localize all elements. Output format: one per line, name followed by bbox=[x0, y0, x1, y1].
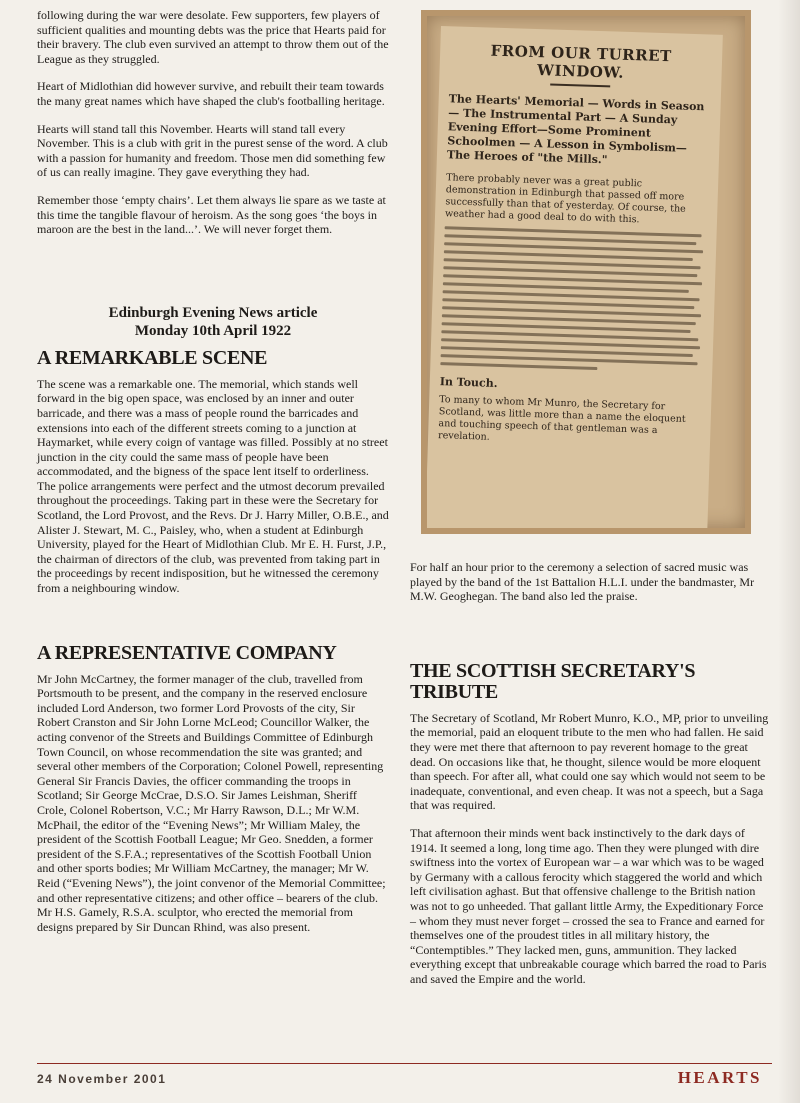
clipping-text-line bbox=[440, 362, 597, 370]
clipping-body-text: There probably never was a great public demonstration in Edinburgh that passed off more successfully than that of yesterday. Of course, the weather had a good deal to do with this. bbox=[444, 172, 686, 226]
clipping-subheading: The Hearts' Memorial — Words in Season — The Instrumental Part — A Sunday Evening Effort—Some Prominent Schoolmen — A Lesson in Symbolism—The Heroes of "the Mills." bbox=[446, 92, 705, 167]
article-heading-date: Monday 10th April 1922 bbox=[134, 322, 292, 339]
intro-paragraph-4: Remember those ‘empty chairs’. Let them always lie spare as we taste at this time the tangible flavour of heroism. As the song goes ‘the boys in maroon are the best in the land...’. We will never forget them. bbox=[37, 192, 386, 237]
section-title-remarkable-scene: A REMARKABLE SCENE bbox=[37, 346, 268, 369]
clipping-paper bbox=[425, 26, 723, 534]
article-heading-source: Edinburgh Evening News article bbox=[108, 304, 318, 321]
footer-divider bbox=[37, 1063, 772, 1064]
tribute-paragraph-2: That afternoon their minds went back instinctively to the dark days of 1914. It seemed a long, long time ago. Then they were plunged with dire swiftness into the vortex of European war – a war which was to be waged by Germany with a callous ferocity which staggered the world and which left civilisation aghast. But that offensive challenge to the British nation was not to go unheeded. That gallant little Army, the Expeditionary Force – whom they must never forget – crossed the sea to France and earned for themselves one of the proudest titles in all military history, the “Contemptibles.” They lacked men, guns, ammunition. They lacked everything except that unbreakable courage which barred the road to Paris and saved the Empire and the world. bbox=[410, 825, 767, 986]
clipping-section-title: In Touch. bbox=[439, 375, 498, 390]
intro-paragraph-3: Hearts will stand tall this November. Hearts will stand tall every November. This is a club with grit in the purest sense of the word. A club with a passion for humanity and freedom. Those men did something few of us can really imagine. They gave everything they had. bbox=[37, 121, 388, 180]
band-paragraph: For half an hour prior to the ceremony a selection of sacred music was played by the band of the 1st Battalion H.L.I. under the bandmaster, Mr M.W. Geoghegan. The band also led the praise. bbox=[410, 560, 755, 604]
right-column bbox=[410, 560, 772, 999]
footer-brand: HEARTS bbox=[677, 1068, 762, 1087]
clipping-section-text: To many to whom Mr Munro, the Secretary for Scotland, was little more than a name the eloquent and touching speech of that gentleman was a revelation. bbox=[437, 394, 686, 443]
section-title-representative-company: A REPRESENTATIVE COMPANY bbox=[37, 641, 337, 664]
section-title-scottish-secretary: THE SCOTTISH SECRETARY'S TRIBUTE bbox=[410, 659, 696, 703]
newspaper-clipping-photo bbox=[421, 10, 751, 534]
intro-paragraph-2: Heart of Midlothian did however survive, and rebuilt their team towards the many great names which have shaped the club's footballing heritage. bbox=[37, 79, 385, 108]
section-text-remarkable-scene: The scene was a remarkable one. The memorial, which stands well forward in the big open space, was enclosed by an inner and outer barricade, and there was a mass of people round the barricades and extensions into each of the different streets coming to a junction at Haymarket, while every coign of vantage was filled. Possibly at no street junction in the city could the same mass of people have been accommodated, and the bigness of the space lent itself to orderliness. The police arrangements were perfect and the utmost decorum prevailed throughout the proceedings. Taking part in these were the Secretary for Scotland, the Lord Provost, and the Revs. Dr J. Harry Miller, O.B.E., and Alister J. Stewart, M. C., Paisley, who, when a student at Edinburgh University, played for the Heart of Midlothian Club. Mr E. H. Furst, J.P., the chairman of directors of the club, was prevented from taking part in the proceedings by recent indisposition, but he witnessed the ceremony from a neighbouring window. bbox=[37, 376, 389, 596]
page-edge-shadow bbox=[778, 0, 800, 1103]
intro-paragraph-1: following during the war were desolate. Few supporters, few players of sufficient qualities and mounting debts was the price that Hearts paid for their bravery. The club even survived an attempt to throw them out of the League as they struggled. bbox=[37, 8, 389, 66]
section-text-representative-company: Mr John McCartney, the former manager of the club, travelled from Portsmouth to be present, and the company in the reserved enclosure included Lord Anderson, two former Lord Provosts of the city, Sir Robert Cranston and Sir John Lorne McLeod; Councillor Walker, the acting convenor of the Streets and Buildings Committee of Edinburgh Town Council, on whose recommendation the site was granted; and several other members of the Corporation; Colonel Powell, representing General Sir Francis Davies, the officer commanding the troops in Scotland; Sir George McCrae, D.S.O. Sir James Leishman, Sheriff Crole, Colonel Robertson, V.C.; Mr Harry Rawson, D.L.; Mr W.M. McPhail, the editor of the “Evening News”; Mr William Maley, the president of the Scottish Football League; Mr Geo. Snedden, a former president of the S.F.A.; representatives of the Scottish Football Union and other sports bodies; Mr William McCartney, the manager; Mr W. Reid (“Evening News”), the joint convenor of the Memorial Committee; and other representative citizens; and other office – bearers of the club. Mr H.S. Gamely, R.S.A. sculptor, who erected the memorial from designs prepared by Sir Duncan Rhind, was also present. bbox=[37, 671, 386, 934]
footer-page-info: 24 November 2001 bbox=[37, 1072, 167, 1086]
clipping-divider bbox=[550, 83, 610, 87]
clipping-title: FROM OUR TURRET WINDOW. bbox=[490, 41, 673, 82]
article-heading bbox=[37, 304, 389, 340]
left-column bbox=[37, 8, 389, 947]
tribute-paragraph-1: The Secretary of Scotland, Mr Robert Munro, K.O., MP, prior to unveiling the memorial, paid an eloquent tribute to the men who had fallen. He said they were met there that afternoon to pay reverent homage to the great dead. On occasions like that, he thought, silence would be more eloquent than speech. For after all, what could one say which would not seem to be inadequate, conventional, and even cheap. It was not a speech, but a Saga that was required. bbox=[410, 710, 769, 813]
